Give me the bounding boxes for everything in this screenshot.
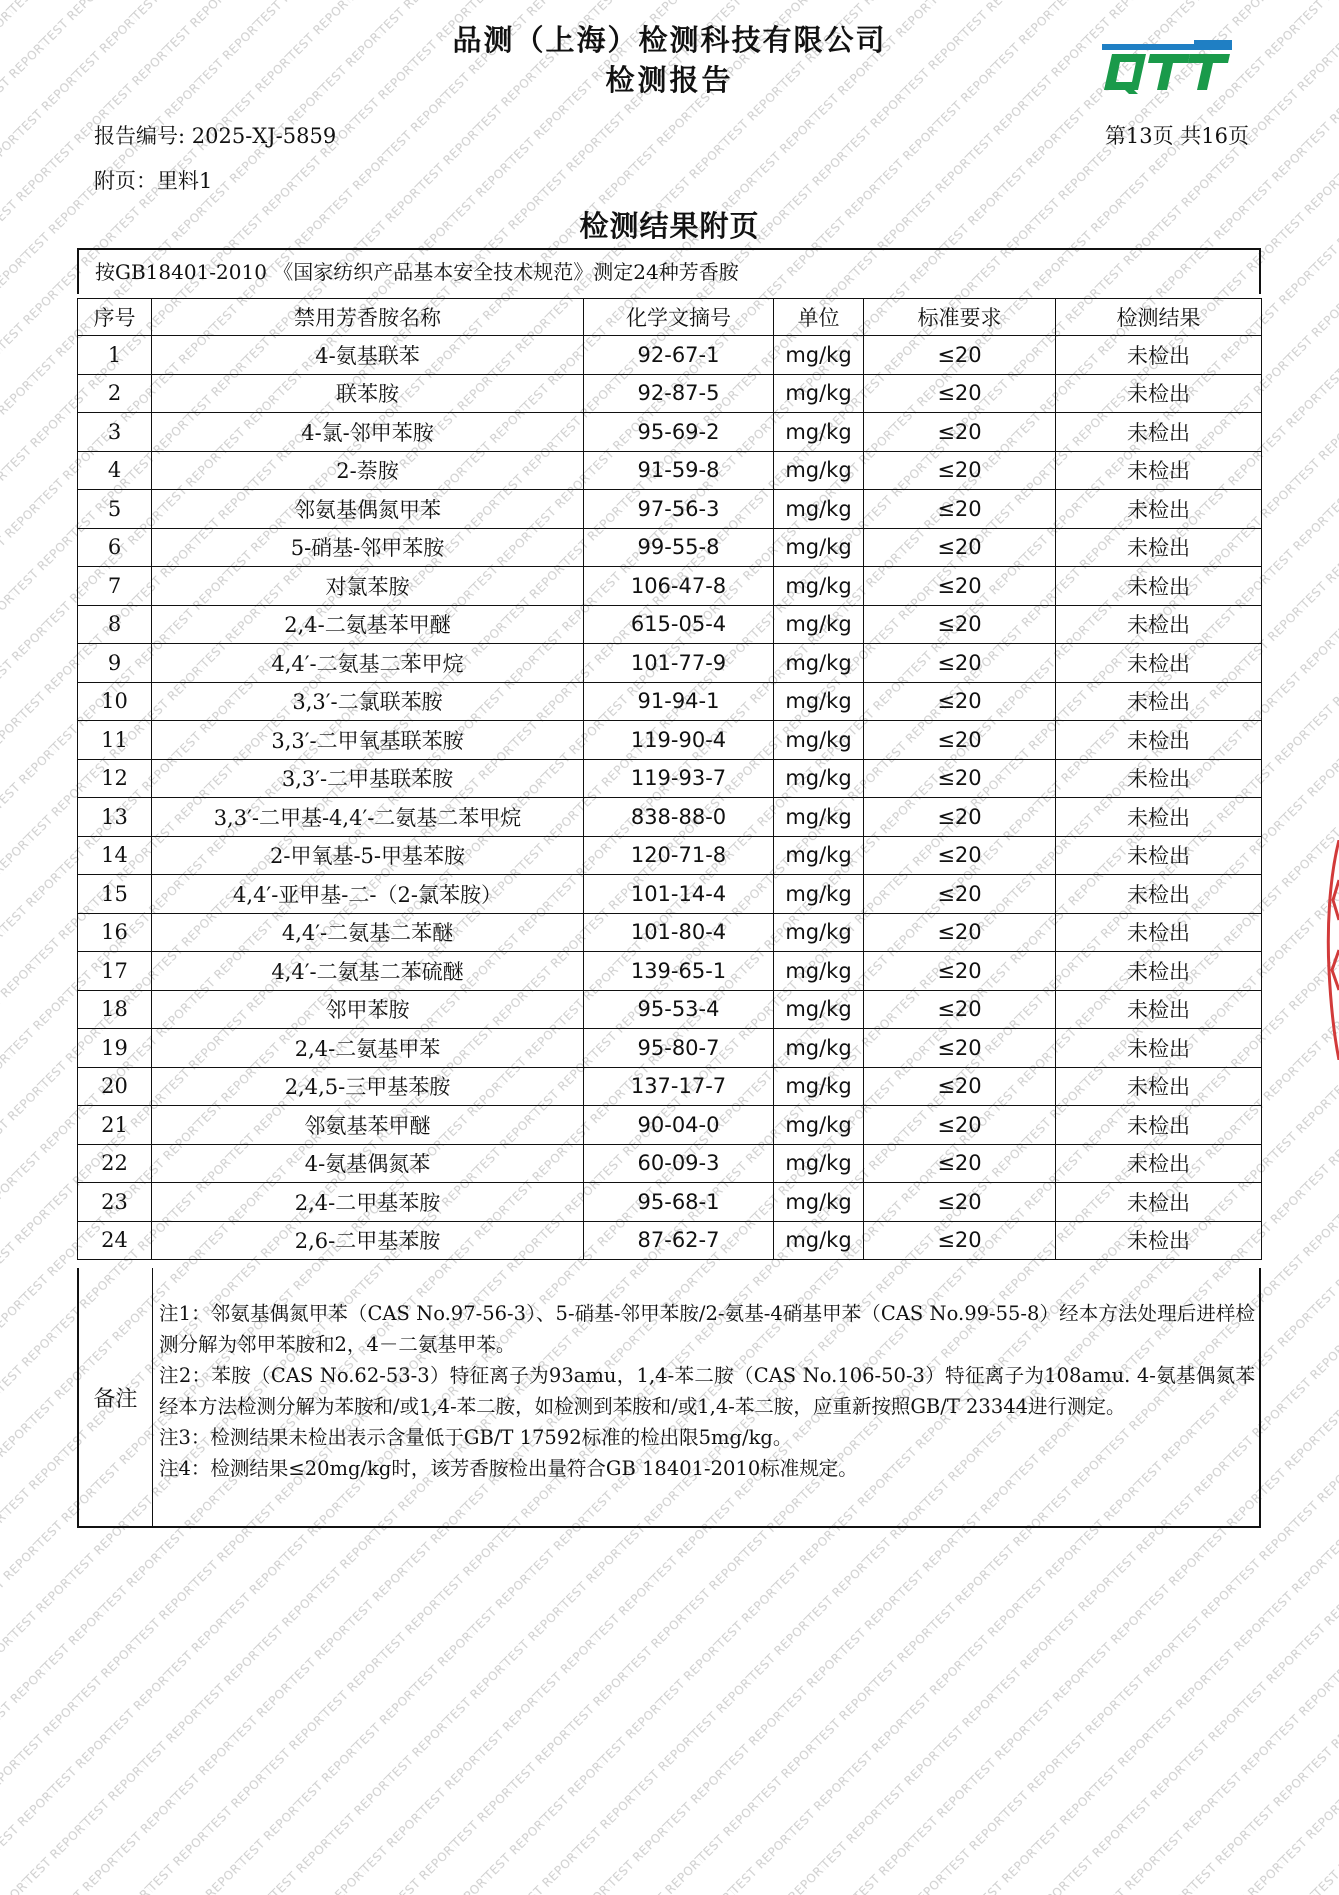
cell-amine-name: 2-萘胺 [152, 451, 584, 490]
cell-cas-number: 120-71-8 [584, 836, 774, 875]
cell-seq: 23 [78, 1183, 152, 1222]
cell-seq: 8 [78, 605, 152, 644]
report-number: 报告编号: 2025-XJ-5859 [94, 124, 337, 148]
table-row [78, 605, 1262, 644]
table-row [78, 875, 1262, 914]
cell-requirement: ≤20 [864, 875, 1056, 914]
cell-result: 未检出 [1056, 836, 1262, 875]
cell-result: 未检出 [1056, 567, 1262, 606]
table-row [78, 1067, 1262, 1106]
table-row [78, 798, 1262, 837]
cell-unit: mg/kg [774, 1183, 864, 1222]
cell-cas-number: 95-69-2 [584, 413, 774, 452]
cell-seq: 9 [78, 644, 152, 683]
cell-amine-name: 4,4′-亚甲基-二-（2-氯苯胺） [152, 875, 584, 914]
cell-unit: mg/kg [774, 1106, 864, 1145]
remark-note-4: 注4：检测结果≤20mg/kg时，该芳香胺检出量符合GB 18401-2010标准规定。 [159, 1457, 858, 1480]
cell-seq: 17 [78, 952, 152, 991]
cell-cas-number: 119-90-4 [584, 721, 774, 760]
cell-requirement: ≤20 [864, 567, 1056, 606]
cell-requirement: ≤20 [864, 490, 1056, 529]
cell-seq: 13 [78, 798, 152, 837]
cell-cas-number: 101-14-4 [584, 875, 774, 914]
cell-amine-name: 联苯胺 [152, 374, 584, 413]
cell-amine-name: 4-氨基联苯 [152, 336, 584, 375]
cell-unit: mg/kg [774, 875, 864, 914]
cell-cas-number: 99-55-8 [584, 528, 774, 567]
cell-result: 未检出 [1056, 413, 1262, 452]
remark-note-3: 注3：检测结果未检出表示含量低于GB/T 17592标准的检出限5mg/kg。 [159, 1426, 793, 1449]
cell-seq: 5 [78, 490, 152, 529]
cell-requirement: ≤20 [864, 374, 1056, 413]
cell-seq: 22 [78, 1144, 152, 1183]
cell-amine-name: 4-氯-邻甲苯胺 [152, 413, 584, 452]
qtt-logo [1098, 40, 1236, 98]
cell-amine-name: 4,4′-二氨基二苯硫醚 [152, 952, 584, 991]
table-row [78, 1144, 1262, 1183]
table-row [78, 1221, 1262, 1260]
cell-unit: mg/kg [774, 1029, 864, 1068]
cell-requirement: ≤20 [864, 1106, 1056, 1145]
cell-result: 未检出 [1056, 1106, 1262, 1145]
cell-seq: 20 [78, 1067, 152, 1106]
table-row [78, 490, 1262, 529]
cell-unit: mg/kg [774, 528, 864, 567]
cell-amine-name: 2,4,5-三甲基苯胺 [152, 1067, 584, 1106]
cell-result: 未检出 [1056, 952, 1262, 991]
header-cas: 化学文摘号 [584, 299, 774, 336]
cell-cas-number: 60-09-3 [584, 1144, 774, 1183]
cell-amine-name: 2,4-二氨基甲苯 [152, 1029, 584, 1068]
table-row [78, 1183, 1262, 1222]
cell-seq: 21 [78, 1106, 152, 1145]
cell-amine-name: 对氯苯胺 [152, 567, 584, 606]
cell-unit: mg/kg [774, 605, 864, 644]
cell-result: 未检出 [1056, 1029, 1262, 1068]
cell-amine-name: 邻氨基苯甲醚 [152, 1106, 584, 1145]
cell-result: 未检出 [1056, 451, 1262, 490]
cell-cas-number: 91-94-1 [584, 682, 774, 721]
cell-seq: 18 [78, 990, 152, 1029]
cell-amine-name: 4,4′-二氨基二苯醚 [152, 913, 584, 952]
header-requirement: 标准要求 [864, 299, 1056, 336]
cell-unit: mg/kg [774, 1067, 864, 1106]
header-seq: 序号 [78, 299, 152, 336]
remarks-section [77, 1268, 1261, 1528]
company-name: 品测（上海）检测科技有限公司 [452, 23, 887, 57]
results-table [77, 298, 1262, 1260]
cell-unit: mg/kg [774, 682, 864, 721]
cell-seq: 11 [78, 721, 152, 760]
cell-result: 未检出 [1056, 1144, 1262, 1183]
cell-result: 未检出 [1056, 644, 1262, 683]
test-method: 按GB18401-2010 《国家纺织产品基本安全技术规范》测定24种芳香胺 [77, 248, 1261, 294]
cell-amine-name: 3,3′-二甲基-4,4′-二氨基二苯甲烷 [152, 798, 584, 837]
table-row [78, 682, 1262, 721]
cell-cas-number: 101-77-9 [584, 644, 774, 683]
cell-cas-number: 95-68-1 [584, 1183, 774, 1222]
cell-cas-number: 119-93-7 [584, 759, 774, 798]
cell-requirement: ≤20 [864, 682, 1056, 721]
cell-result: 未检出 [1056, 682, 1262, 721]
cell-cas-number: 87-62-7 [584, 1221, 774, 1260]
cell-unit: mg/kg [774, 798, 864, 837]
cell-unit: mg/kg [774, 451, 864, 490]
results-body [78, 336, 1262, 1260]
cell-amine-name: 2,6-二甲基苯胺 [152, 1221, 584, 1260]
cell-unit: mg/kg [774, 990, 864, 1029]
cell-cas-number: 838-88-0 [584, 798, 774, 837]
cell-result: 未检出 [1056, 605, 1262, 644]
cell-unit: mg/kg [774, 836, 864, 875]
cell-amine-name: 邻甲苯胺 [152, 990, 584, 1029]
cell-seq: 3 [78, 413, 152, 452]
cell-unit: mg/kg [774, 413, 864, 452]
cell-amine-name: 3,3′-二甲氧基联苯胺 [152, 721, 584, 760]
cell-seq: 4 [78, 451, 152, 490]
cell-result: 未检出 [1056, 528, 1262, 567]
cell-cas-number: 137-17-7 [584, 1067, 774, 1106]
table-row [78, 528, 1262, 567]
cell-result: 未检出 [1056, 990, 1262, 1029]
cell-requirement: ≤20 [864, 644, 1056, 683]
cell-requirement: ≤20 [864, 1144, 1056, 1183]
cell-requirement: ≤20 [864, 990, 1056, 1029]
cell-result: 未检出 [1056, 374, 1262, 413]
cell-requirement: ≤20 [864, 605, 1056, 644]
cell-requirement: ≤20 [864, 528, 1056, 567]
remark-note-2: 注2：苯胺（CAS No.62-53-3）特征离子为93amu，1,4-苯二胺（CAS No.106-50-3）特征离子为108amu. 4-氨基偶氮苯经本方法检测分解为苯胺和/或1,4-苯二胺，如检测到苯胺和/或1,4-苯二胺，应重新按照GB/T 23344进行测定。 [159, 1364, 1255, 1418]
cell-unit: mg/kg [774, 952, 864, 991]
cell-amine-name: 2,4-二甲基苯胺 [152, 1183, 584, 1222]
cell-cas-number: 92-87-5 [584, 374, 774, 413]
table-row [78, 644, 1262, 683]
cell-seq: 2 [78, 374, 152, 413]
cell-cas-number: 106-47-8 [584, 567, 774, 606]
cell-requirement: ≤20 [864, 336, 1056, 375]
cell-requirement: ≤20 [864, 759, 1056, 798]
table-row [78, 413, 1262, 452]
cell-seq: 10 [78, 682, 152, 721]
table-row [78, 836, 1262, 875]
cell-seq: 6 [78, 528, 152, 567]
cell-cas-number: 615-05-4 [584, 605, 774, 644]
cell-requirement: ≤20 [864, 836, 1056, 875]
cell-unit: mg/kg [774, 567, 864, 606]
header-unit: 单位 [774, 299, 864, 336]
cell-result: 未检出 [1056, 1067, 1262, 1106]
cell-seq: 7 [78, 567, 152, 606]
cell-requirement: ≤20 [864, 1183, 1056, 1222]
cell-result: 未检出 [1056, 721, 1262, 760]
cell-requirement: ≤20 [864, 798, 1056, 837]
cell-result: 未检出 [1056, 490, 1262, 529]
remarks-label: 备注 [79, 1268, 153, 1526]
cell-unit: mg/kg [774, 336, 864, 375]
table-header-row [78, 299, 1262, 336]
table-row [78, 1029, 1262, 1068]
table-row [78, 374, 1262, 413]
cell-seq: 19 [78, 1029, 152, 1068]
cell-amine-name: 4,4′-二氨基二苯甲烷 [152, 644, 584, 683]
cell-cas-number: 90-04-0 [584, 1106, 774, 1145]
cell-amine-name: 3,3′-二氯联苯胺 [152, 682, 584, 721]
cell-amine-name: 2,4-二氨基苯甲醚 [152, 605, 584, 644]
cell-unit: mg/kg [774, 644, 864, 683]
cell-unit: mg/kg [774, 1221, 864, 1260]
cell-cas-number: 97-56-3 [584, 490, 774, 529]
cell-seq: 16 [78, 913, 152, 952]
header-name: 禁用芳香胺名称 [152, 299, 584, 336]
cell-cas-number: 95-80-7 [584, 1029, 774, 1068]
cell-unit: mg/kg [774, 913, 864, 952]
cell-requirement: ≤20 [864, 952, 1056, 991]
table-row [78, 759, 1262, 798]
cell-cas-number: 95-53-4 [584, 990, 774, 1029]
cell-cas-number: 101-80-4 [584, 913, 774, 952]
cell-seq: 1 [78, 336, 152, 375]
cell-result: 未检出 [1056, 1221, 1262, 1260]
seal-stamp-edge [1325, 840, 1339, 1060]
cell-requirement: ≤20 [864, 1221, 1056, 1260]
header-result: 检测结果 [1056, 299, 1262, 336]
cell-requirement: ≤20 [864, 721, 1056, 760]
cell-unit: mg/kg [774, 1144, 864, 1183]
cell-requirement: ≤20 [864, 1067, 1056, 1106]
table-row [78, 913, 1262, 952]
cell-amine-name: 邻氨基偶氮甲苯 [152, 490, 584, 529]
table-row [78, 567, 1262, 606]
cell-result: 未检出 [1056, 913, 1262, 952]
cell-unit: mg/kg [774, 374, 864, 413]
remarks-body [159, 1298, 1255, 1484]
remark-note-1: 注1：邻氨基偶氮甲苯（CAS No.97-56-3）、5-硝基-邻甲苯胺/2-氨基-4硝基甲苯（CAS No.99-55-8）经本方法处理后进样检测分解为邻甲苯胺和2，4－二氨基甲苯。 [159, 1302, 1255, 1356]
table-row [78, 952, 1262, 991]
cell-seq: 24 [78, 1221, 152, 1260]
cell-amine-name: 4-氨基偶氮苯 [152, 1144, 584, 1183]
table-row [78, 1106, 1262, 1145]
cell-amine-name: 5-硝基-邻甲苯胺 [152, 528, 584, 567]
cell-seq: 15 [78, 875, 152, 914]
cell-cas-number: 91-59-8 [584, 451, 774, 490]
cell-unit: mg/kg [774, 759, 864, 798]
cell-unit: mg/kg [774, 490, 864, 529]
page-indicator: 第13页 共16页 [1104, 124, 1249, 148]
cell-requirement: ≤20 [864, 913, 1056, 952]
cell-amine-name: 3,3′-二甲基联苯胺 [152, 759, 584, 798]
table-row [78, 721, 1262, 760]
cell-result: 未检出 [1056, 336, 1262, 375]
cell-cas-number: 139-65-1 [584, 952, 774, 991]
report-title: 检测报告 [605, 63, 734, 97]
cell-result: 未检出 [1056, 875, 1262, 914]
table-row [78, 990, 1262, 1029]
table-row [78, 451, 1262, 490]
cell-result: 未检出 [1056, 759, 1262, 798]
cell-result: 未检出 [1056, 798, 1262, 837]
cell-amine-name: 2-甲氧基-5-甲基苯胺 [152, 836, 584, 875]
cell-result: 未检出 [1056, 1183, 1262, 1222]
appendix-label: 附页：里料1 [94, 169, 213, 193]
cell-cas-number: 92-67-1 [584, 336, 774, 375]
cell-seq: 12 [78, 759, 152, 798]
cell-seq: 14 [78, 836, 152, 875]
cell-unit: mg/kg [774, 721, 864, 760]
section-title: 检测结果附页 [579, 209, 760, 243]
cell-requirement: ≤20 [864, 1029, 1056, 1068]
table-row [78, 336, 1262, 375]
cell-requirement: ≤20 [864, 451, 1056, 490]
cell-requirement: ≤20 [864, 413, 1056, 452]
